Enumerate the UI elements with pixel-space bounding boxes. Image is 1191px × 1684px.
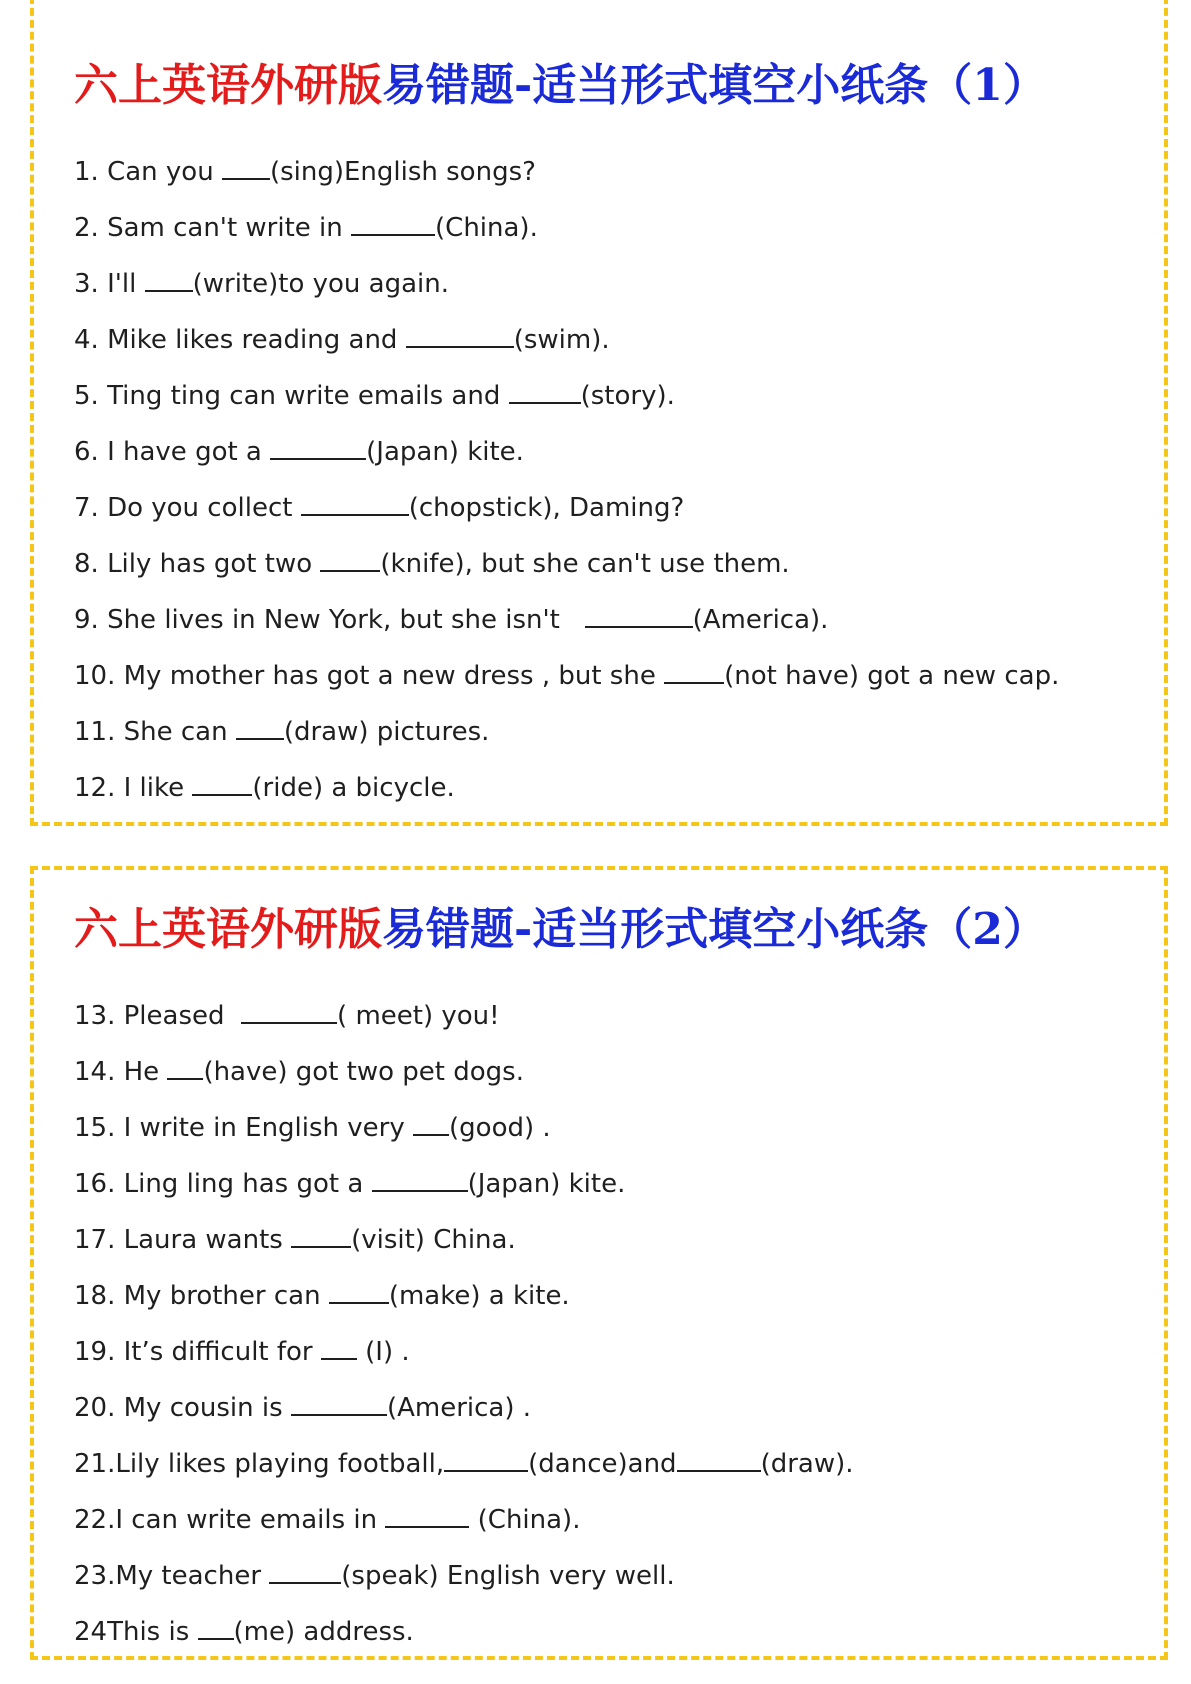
answer-blank[interactable] (509, 372, 581, 404)
answer-blank[interactable] (291, 1384, 387, 1416)
question-text: ( meet) you! (337, 1001, 500, 1031)
question-text: 23.My teacher (74, 1561, 270, 1591)
card-title (74, 56, 1047, 116)
question-text: (China). (469, 1505, 581, 1535)
answer-blank[interactable] (664, 652, 724, 684)
answer-blank[interactable] (385, 1496, 469, 1528)
question-item (74, 1324, 854, 1380)
question-item (74, 1604, 854, 1660)
answer-blank[interactable] (236, 708, 284, 740)
answer-blank[interactable] (329, 1272, 389, 1304)
question-text: 15. I write in English very (74, 1113, 414, 1143)
answer-blank[interactable] (444, 1440, 528, 1472)
answer-blank[interactable] (291, 1216, 351, 1248)
question-text: (speak) English very well. (341, 1561, 675, 1591)
answer-blank[interactable] (301, 484, 409, 516)
question-item (74, 1548, 854, 1604)
answer-blank[interactable] (269, 1552, 341, 1584)
question-item (74, 760, 1059, 816)
question-text: 10. My mother has got a new dress , but she (74, 661, 665, 691)
answer-blank[interactable] (145, 260, 193, 292)
question-text: 8. Lily has got two (74, 549, 321, 579)
question-text: (America) . (386, 1393, 532, 1423)
question-item (74, 1268, 854, 1324)
question-item (74, 1212, 854, 1268)
question-item (74, 648, 1059, 704)
answer-blank[interactable] (222, 148, 270, 180)
question-list (74, 144, 1059, 816)
answer-blank[interactable] (192, 764, 252, 796)
answer-blank[interactable] (198, 1608, 234, 1640)
question-text: 21.Lily likes playing football, (74, 1449, 445, 1479)
answer-blank[interactable] (677, 1440, 761, 1472)
question-text: 12. I like (74, 773, 193, 803)
question-item (74, 424, 1059, 480)
question-text: (story). (580, 381, 675, 411)
question-list (74, 988, 854, 1660)
answer-blank[interactable] (241, 992, 337, 1024)
question-text: 2. Sam can't write in (74, 213, 352, 243)
question-text: (I) . (356, 1337, 410, 1367)
question-text: 11. She can (74, 717, 236, 747)
question-item (74, 200, 1059, 256)
question-item (74, 480, 1059, 536)
question-item (74, 536, 1059, 592)
question-text: (draw). (760, 1449, 854, 1479)
title-blue-part: 易错题-适当形式填空小纸条（1） (382, 60, 1047, 111)
question-text: (write)to you again. (192, 269, 450, 299)
question-item (74, 256, 1059, 312)
question-item (74, 1380, 854, 1436)
question-text: 4. Mike likes reading and (74, 325, 406, 355)
question-text: (draw) pictures. (283, 717, 490, 747)
question-text: (not have) got a new cap. (724, 661, 1060, 691)
worksheet-card-1 (30, 0, 1168, 826)
question-text: 16. Ling ling has got a (74, 1169, 372, 1199)
answer-blank[interactable] (351, 204, 435, 236)
question-text: (America). (692, 605, 829, 635)
card-title (74, 900, 1047, 960)
question-text: 1. Can you (74, 157, 222, 187)
question-text: 22.I can write emails in (74, 1505, 386, 1535)
question-item (74, 592, 1059, 648)
question-text: 9. She lives in New York, but she isn't (74, 605, 585, 635)
question-item (74, 1156, 854, 1212)
question-item (74, 312, 1059, 368)
question-text: (ride) a bicycle. (252, 773, 455, 803)
answer-blank[interactable] (372, 1160, 468, 1192)
question-text: (Japan) kite. (366, 437, 524, 467)
question-text: 24This is (74, 1617, 198, 1647)
question-text: (me) address. (233, 1617, 414, 1647)
question-text: 6. I have got a (74, 437, 271, 467)
question-item (74, 704, 1059, 760)
question-text: (Japan) kite. (467, 1169, 626, 1199)
answer-blank[interactable] (406, 316, 514, 348)
answer-blank[interactable] (413, 1104, 449, 1136)
question-text: 13. Pleased (74, 1001, 242, 1031)
question-item (74, 1044, 854, 1100)
question-text: 7. Do you collect (74, 493, 301, 523)
title-blue-part: 易错题-适当形式填空小纸条（2） (382, 904, 1047, 955)
question-text: 20. My cousin is (74, 1393, 291, 1423)
question-item (74, 988, 854, 1044)
question-text: (sing)English songs? (269, 157, 536, 187)
title-red-part: 六上英语外研版 (74, 60, 382, 111)
question-text: 18. My brother can (74, 1281, 329, 1311)
question-item (74, 1492, 854, 1548)
question-text: (chopstick), Daming? (408, 493, 685, 523)
title-red-part: 六上英语外研版 (74, 904, 382, 955)
question-item (74, 1100, 854, 1156)
worksheet-card-2 (30, 866, 1168, 1660)
answer-blank[interactable] (320, 540, 380, 572)
question-text: 14. He (74, 1057, 168, 1087)
question-text: (knife), but she can't use them. (380, 549, 790, 579)
question-text: 17. Laura wants (74, 1225, 292, 1255)
question-item (74, 1436, 854, 1492)
answer-blank[interactable] (270, 428, 366, 460)
question-text: (make) a kite. (388, 1281, 570, 1311)
answer-blank[interactable] (321, 1328, 357, 1360)
question-item (74, 144, 1059, 200)
question-text: (visit) China. (351, 1225, 516, 1255)
question-text: (swim). (513, 325, 610, 355)
question-text: (good) . (449, 1113, 551, 1143)
question-text: (China). (435, 213, 538, 243)
question-item (74, 368, 1059, 424)
question-text: 19. It’s difficult for (74, 1337, 321, 1367)
question-text: 3. I'll (74, 269, 145, 299)
answer-blank[interactable] (585, 596, 693, 628)
question-text: (have) got two pet dogs. (203, 1057, 524, 1087)
answer-blank[interactable] (167, 1048, 203, 1080)
question-text: 5. Ting ting can write emails and (74, 381, 509, 411)
question-text: (dance)and (528, 1449, 677, 1479)
